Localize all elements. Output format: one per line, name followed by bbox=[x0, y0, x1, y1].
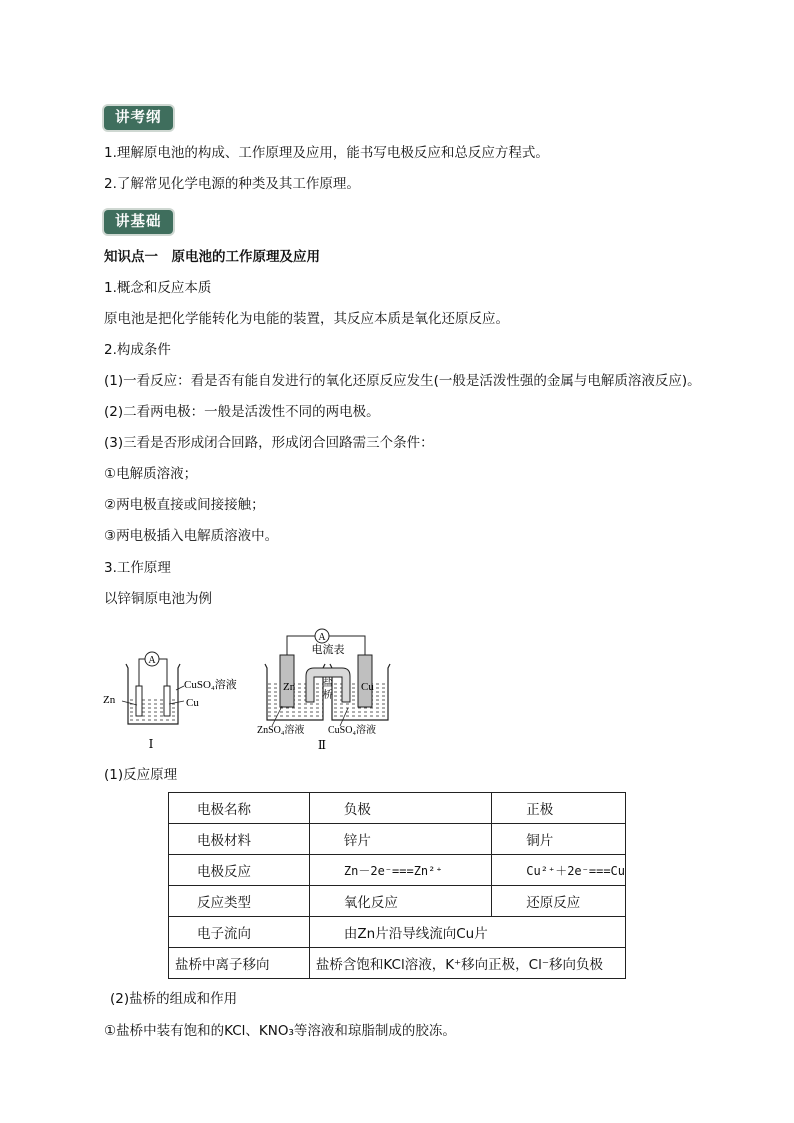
outline-item-2: 2.了解常见化学电源的种类及其工作原理。 bbox=[104, 176, 360, 192]
condition-1: (1)一看反应：看是否有能自发进行的氧化还原反应发生(一般是活泼性强的金属与电解质溶液反应)。 bbox=[104, 373, 701, 389]
salt-bridge-title: (2)盐桥的组成和作用 bbox=[110, 991, 238, 1007]
table-cell: 电子流向 bbox=[169, 917, 310, 948]
sub-condition-2: ②两电极直接或间接接触； bbox=[104, 497, 265, 513]
table-row bbox=[169, 793, 626, 824]
ammeter-symbol: A bbox=[148, 655, 156, 666]
ammeter-symbol-two: A bbox=[318, 632, 326, 643]
outline-item-1: 1.理解原电池的构成、工作原理及应用，能书写电极反应和总反应方程式。 bbox=[104, 145, 549, 161]
salt-bridge-label-1: 盐 bbox=[323, 678, 333, 689]
table-row bbox=[169, 886, 626, 917]
table-cell: 锌片 bbox=[309, 824, 491, 855]
table-row bbox=[169, 855, 626, 886]
table-cell: 反应类型 bbox=[169, 886, 310, 917]
table-cell: 盐桥中离子移向 bbox=[169, 948, 310, 979]
cell1-cu-label: Cu bbox=[186, 697, 199, 709]
cell1-caption: Ⅰ bbox=[148, 737, 154, 751]
cell2-znso4-label: ZnSO₄溶液 bbox=[257, 725, 305, 736]
table-cell: 盐桥含饱和KCl溶液，K⁺移向正极，Cl⁻移向负极 bbox=[309, 948, 625, 979]
cell-one bbox=[103, 652, 237, 751]
conditions-title: 2.构成条件 bbox=[104, 342, 171, 358]
table-cell: 还原反应 bbox=[492, 886, 626, 917]
table-row bbox=[169, 917, 626, 948]
condition-2: (2)二看两电极：一般是活泼性不同的两电极。 bbox=[104, 404, 380, 420]
table-cell: 电极材料 bbox=[169, 824, 310, 855]
sub-condition-1: ①电解质溶液； bbox=[104, 466, 198, 482]
section-tag-basics: 讲基础 bbox=[104, 210, 173, 234]
table-cell: 铜片 bbox=[492, 824, 626, 855]
table-cell: 正极 bbox=[492, 793, 626, 824]
concept-text: 原电池是把化学能转化为电能的装置，其反应本质是氧化还原反应。 bbox=[104, 311, 509, 327]
concept-title: 1.概念和反应本质 bbox=[104, 280, 212, 296]
cell2-zn-label: Zn bbox=[283, 681, 296, 693]
reaction-principle-title: (1)反应原理 bbox=[104, 767, 178, 783]
table-row bbox=[169, 824, 626, 855]
table-cell: Cu²⁺＋2e⁻===Cu bbox=[492, 855, 626, 886]
sub-condition-3: ③两电极插入电解质溶液中。 bbox=[104, 528, 279, 544]
table-cell: 由Zn片沿导线流向Cu片 bbox=[309, 917, 625, 948]
knowledge-point-heading: 知识点一 原电池的工作原理及应用 bbox=[104, 249, 320, 265]
table-cell: 电极反应 bbox=[169, 855, 310, 886]
cell2-cu-label: Cu bbox=[361, 681, 374, 693]
table-row bbox=[169, 948, 626, 979]
condition-3: (3)三看是否形成闭合回路，形成闭合回路需三个条件： bbox=[104, 435, 434, 451]
cell1-solution-label: CuSO₄溶液 bbox=[184, 679, 237, 691]
salt-bridge-text: ①盐桥中装有饱和的KCl、KNO₃等溶液和琼脂制成的胶冻。 bbox=[104, 1023, 456, 1039]
cell1-zn-label: Zn bbox=[103, 694, 116, 706]
cell2-caption: Ⅱ bbox=[317, 738, 327, 752]
ammeter-label: 电流表 bbox=[311, 644, 345, 656]
galvanic-cell-figure bbox=[100, 622, 400, 757]
cell2-cuso4-label: CuSO₄溶液 bbox=[328, 725, 376, 736]
table-cell: Zn－2e⁻===Zn²⁺ bbox=[309, 855, 491, 886]
cell-two bbox=[257, 629, 390, 752]
section-tag-outline: 讲考纲 bbox=[104, 106, 173, 130]
table-cell: 氧化反应 bbox=[309, 886, 491, 917]
salt-bridge-label-2: 桥 bbox=[323, 690, 333, 701]
table-cell: 电极名称 bbox=[169, 793, 310, 824]
reaction-principle-table bbox=[168, 792, 626, 979]
table-cell: 负极 bbox=[309, 793, 491, 824]
example-text: 以锌铜原电池为例 bbox=[104, 591, 212, 607]
principle-title: 3.工作原理 bbox=[104, 560, 171, 576]
